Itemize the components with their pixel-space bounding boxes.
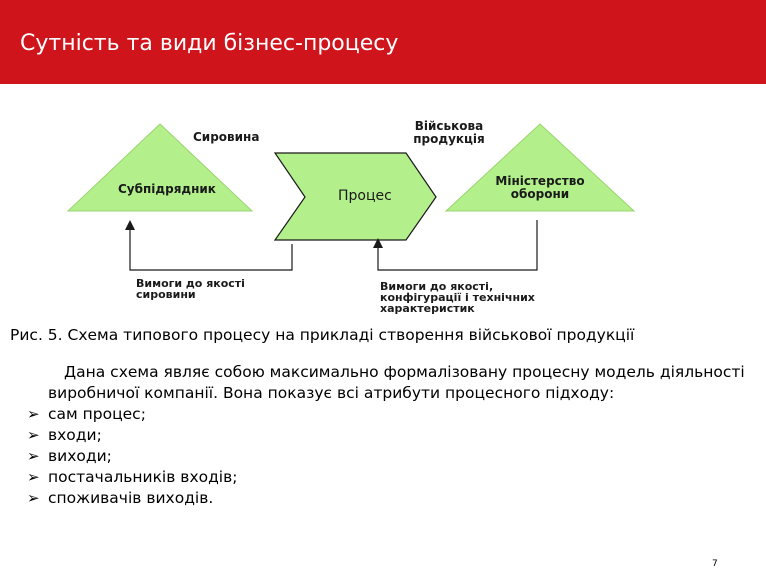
output-label-line1: Військова — [414, 119, 484, 133]
customer-label — [486, 175, 594, 201]
slide-title: Сутність та види бізнес-процесу — [20, 31, 399, 56]
attribute-list — [27, 404, 750, 509]
feedback-left-line1: Вимоги до якості — [136, 277, 245, 290]
body-text — [27, 362, 750, 509]
figure-caption: Рис. 5. Схема типового процесу на прикладі створення військової продукції — [10, 326, 635, 344]
output-label-line2: продукція — [413, 132, 485, 146]
feedback-left-label — [136, 278, 245, 300]
customer-label-line1: Міністерство — [495, 174, 585, 188]
arrowhead-bullet-icon: ➢ — [27, 405, 40, 423]
customer-label-line2: оборони — [510, 187, 570, 201]
page-number: 7 — [712, 559, 718, 569]
list-item: ➢ споживачів виходів. — [27, 489, 214, 507]
feedback-right-line2: конфігурації і технічних — [380, 291, 535, 304]
body-paragraph: Дана схема являє собою максимально формалізовану процесну модель діяльності виробничої компанії. Вона показує всі атрибути процесного підходу: — [48, 363, 745, 402]
feedback-left-line2: сировини — [136, 288, 196, 301]
supplier-input-label: Сировина — [193, 130, 260, 144]
output-label — [404, 120, 494, 146]
feedback-arrow-left — [130, 226, 292, 270]
feedback-right-line1: Вимоги до якості, — [380, 280, 494, 293]
feedback-right-label — [380, 281, 535, 314]
arrowhead-bullet-icon: ➢ — [27, 468, 40, 486]
feedback-arrow-left-head — [125, 220, 135, 230]
arrowhead-bullet-icon: ➢ — [27, 489, 40, 507]
list-item: ➢ виходи; — [27, 447, 112, 465]
supplier-label: Субпідрядник — [118, 182, 216, 196]
arrowhead-bullet-icon: ➢ — [27, 447, 40, 465]
list-item: ➢ входи; — [27, 426, 102, 444]
process-label: Процес — [338, 188, 392, 204]
feedback-right-line3: характеристик — [380, 302, 475, 315]
list-item: ➢ постачальників входів; — [27, 468, 238, 486]
list-item: ➢ сам процес; — [27, 405, 146, 423]
arrowhead-bullet-icon: ➢ — [27, 426, 40, 444]
